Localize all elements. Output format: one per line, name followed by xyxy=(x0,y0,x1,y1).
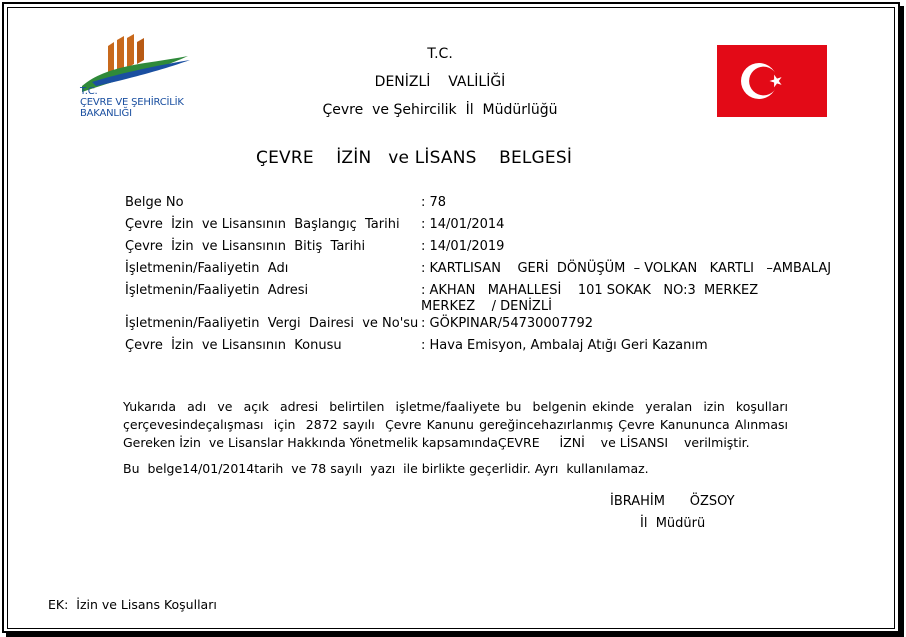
field-value-address: : AKHAN MAHALLESİ 101 SOKAK NO:3 MERKEZ xyxy=(421,283,759,298)
field-label-tax-office: İşletmenin/Faaliyetin Vergi Dairesi ve No'su xyxy=(125,316,419,331)
attachment-note: EK: İzin ve Lisans Koşulları xyxy=(48,597,217,612)
signatory-title: İl Müdürü xyxy=(640,516,706,531)
field-label-subject: Çevre İzin ve Lisansının Konusu xyxy=(125,338,342,353)
logo-line-bakanligi: BAKANLIĞI xyxy=(80,108,132,119)
field-value-business-name: : KARTLISAN GERİ DÖNÜŞÜM – VOLKAN KARTLI –AMBALAJ xyxy=(421,261,832,276)
license-statement xyxy=(123,398,788,452)
statement-line-4: Bu belge14/01/2014tarih ve 78 sayılı yazı ile birlikte geçerlidir. Ayrı kullanılamaz. xyxy=(123,461,649,476)
field-value-tax-office: : GÖKPINAR/54730007792 xyxy=(421,316,594,331)
field-value-subject: : Hava Emisyon, Ambalaj Atığı Geri Kazanım xyxy=(421,338,708,353)
frame-shadow-right xyxy=(900,6,904,635)
ministry-logo-text xyxy=(80,86,184,119)
logo-line-ministry: ÇEVRE VE ŞEHİRCİLİK xyxy=(80,97,184,108)
header-governorship: DENİZLİ VALİLİĞİ xyxy=(374,74,506,90)
field-value-belge-no: : 78 xyxy=(421,195,447,210)
statement-line-1: Yukarıda adı ve açık adresi belirtilen işletme/faaliyete bu belgenin ekinde yeralan izin koşulları xyxy=(123,399,788,414)
document-title: ÇEVRE İZİN ve LİSANS BELGESİ xyxy=(256,148,573,168)
frame-shadow-bottom xyxy=(6,633,904,637)
statement-line-2: çerçevesindeçalışması için 2872 sayılı Çevre Kanunu gereğincehazırlanmış Çevre Kanununca Alınması xyxy=(123,417,788,432)
field-value-end-date: : 14/01/2019 xyxy=(421,239,505,254)
turkish-flag-icon xyxy=(717,45,827,117)
field-label-address: İşletmenin/Faaliyetin Adresi xyxy=(125,283,309,298)
header-tc: T.C. xyxy=(427,46,453,62)
signatory-name: İBRAHİM ÖZSOY xyxy=(610,494,735,509)
statement-line-3: Gereken İzin ve Lisanslar Hakkında Yönetmelik kapsamındaÇEVRE İZNİ ve LİSANSI verilmiştir. xyxy=(123,435,750,450)
logo-line-tc: T.C. xyxy=(80,86,98,97)
validity-statement xyxy=(123,460,788,478)
field-label-business-name: İşletmenin/Faaliyetin Adı xyxy=(125,261,289,276)
ministry-logo-icon xyxy=(78,34,208,134)
header-directorate: Çevre ve Şehircilik İl Müdürlüğü xyxy=(322,102,558,118)
field-label-start-date: Çevre İzin ve Lisansının Başlangıç Tarihi xyxy=(125,217,400,232)
field-label-end-date: Çevre İzin ve Lisansının Bitiş Tarihi xyxy=(125,239,366,254)
field-label-belge-no: Belge No xyxy=(125,195,184,210)
field-value-address-line2: MERKEZ / DENİZLİ xyxy=(421,299,552,314)
field-value-start-date: : 14/01/2014 xyxy=(421,217,505,232)
